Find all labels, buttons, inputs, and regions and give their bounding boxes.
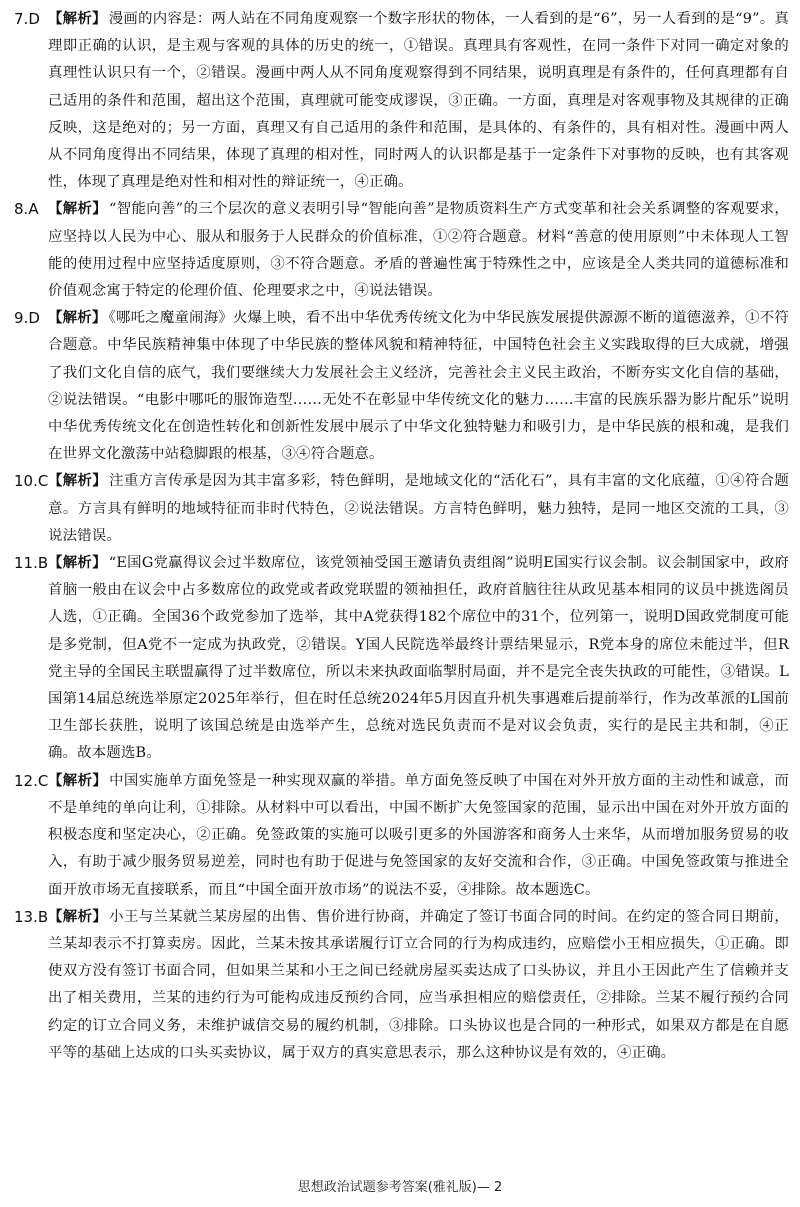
item-answer: C xyxy=(37,472,49,491)
answer-item-10 xyxy=(14,468,789,550)
answer-item-13 xyxy=(14,904,789,1067)
item-number: 12. xyxy=(14,771,38,790)
item-answer: B xyxy=(37,907,49,926)
item-lead xyxy=(14,550,48,577)
item-number: 8. xyxy=(14,200,29,219)
item-number: 10. xyxy=(14,472,38,491)
item-number: 9. xyxy=(14,309,29,328)
item-lead xyxy=(14,196,39,223)
item-body xyxy=(48,550,789,768)
item-body xyxy=(48,904,789,1067)
answer-item-12 xyxy=(14,768,789,904)
item-body xyxy=(48,6,789,196)
item-lead xyxy=(14,468,48,495)
page-footer: 思想政治试题参考答案(雅礼版)— 2 xyxy=(297,1180,503,1195)
item-lead xyxy=(14,305,40,332)
item-answer: D xyxy=(28,309,40,328)
analysis-tag: 【解析】 xyxy=(48,310,107,327)
analysis-tag: 【解析】 xyxy=(48,908,108,925)
answer-list xyxy=(14,6,789,1067)
analysis-text: 漫画的内容是：两人站在不同角度观察一个数字形状的物体，一人看到的是“6”，另一人看到的是“9”。真理即正确的认识，是主观与客观的具体的历史的统一，①错误。真理具有客观性，在同一条件下对同一确定对象的真理性认识只有一个，②错误。漫画中两人从不同角度观察得到不同结果，说明真理是有条件的，任何真理都有自己适用的条件和范围，超出这个范围，真理就可能变成谬误，③正确。一方面，真理是对客观事物及其规律的正确反映，这是绝对的；另一方面，真理又有自己适用的条件和范围，是具体的、有条件的，具有相对性。漫画中两人从不同角度得出不同结果，体现了真理的相对性，同时两人的认识都是基于一定条件下对事物的反映，也有其客观性，体现了真理是绝对性和相对性的辩证统一，④正确。 xyxy=(48,11,789,191)
item-body xyxy=(48,768,789,904)
item-body xyxy=(48,196,789,305)
analysis-text: “智能向善”的三个层次的意义表明引导“智能向善”是物质资料生产方式变革和社会关系调整的客观要求，应坚持以人民为中心、服从和服务于人民群众的价值标准，①②符合题意。材料“善意的使用原则”中未体现人工智能的使用过程中应坚持适度原则，③不符合题意。矛盾的普遍性寓于特殊性之中，应该是全人类共同的道德标准和价值观念寓于特定的伦理价值、伦理要求之中，④说法错误。 xyxy=(48,201,789,300)
analysis-text: “E国G党赢得议会过半数席位，该党领袖受国王邀请负责组阁”说明E国实行议会制。议会制国家中，政府首脑一般由在议会中占多数席位的政党或者政党联盟的领袖担任，政府首脑往往从政见基本相同的议员中挑选阁员人选，①正确。全国36个政党参加了选举，其中A党获得182个席位中的31个，位列第一，说明D国政党制度可能是多党制，但A党不一定成为执政党，②错误。Y国人民院选举最终计票结果显示，R党本身的席位未能过半，但R党主导的全国民主联盟赢得了过半数席位，所以未来执政面临掣肘局面，并不是完全丧失执政的可能性，③错误。L国第14届总统选举原定2025年举行，但在时任总统2024年5月因直升机失事遇难后提前举行，作为改革派的L国前卫生部长获胜，说明了该国总统是由选举产生，总统对选民负责而不是对议会负责，实行的是民主共和制，④正确。故本题选B。 xyxy=(48,555,789,762)
item-lead xyxy=(14,904,48,931)
analysis-tag: 【解析】 xyxy=(48,555,107,572)
item-answer: D xyxy=(28,10,40,28)
analysis-text: 小王与兰某就兰某房屋的出售、售价进行协商，并确定了签订书面合同的时间。在约定的签合同日期前，兰某却表示不打算卖房。因此，兰某未按其承诺履行订立合同的行为构成违约，应赔偿小王相应损失，①正确。即使双方没有签订书面合同，但如果兰某和小王之间已经就房屋买卖达成了口头协议，并且小王因此产生了信赖并支出了相关费用，兰某的违约行为可能构成违反预约合同，应当承担相应的赔偿责任，②排除。兰某不履行预约合同约定的订立合同义务，未维护诚信交易的履约机制，③排除。口头协议也是合同的一种形式，如果双方都是在自愿平等的基础上达成的口头买卖协议，属于双方的真实意思表示，那么这种协议是有效的，④正确。 xyxy=(48,908,789,1061)
answer-item-11 xyxy=(14,550,789,768)
item-lead xyxy=(14,6,40,33)
analysis-tag: 【解析】 xyxy=(48,201,108,218)
analysis-tag: 【解析】 xyxy=(48,772,108,789)
answer-item-9 xyxy=(14,305,789,468)
analysis-tag: 【解析】 xyxy=(48,473,108,490)
item-body xyxy=(48,468,789,550)
item-number: 13. xyxy=(14,907,38,926)
item-body xyxy=(48,305,789,468)
item-lead xyxy=(14,768,48,795)
answer-item-7 xyxy=(14,6,789,196)
item-number: 7. xyxy=(14,10,29,28)
analysis-tag: 【解析】 xyxy=(48,11,107,27)
analysis-text: 中国实施单方面免签是一种实现双赢的举措。单方面免签反映了中国在对外开放方面的主动性和诚意，而不是单纯的单向让利，①排除。从材料中可以看出，中国不断扩大免签国家的范围，显示出中国在对外开放方面的积极态度和坚定决心，②正确。免签政策的实施可以吸引更多的外国游客和商务人士来华，从而增加服务贸易的收入，有助于减少服务贸易逆差，同时也有助于促进与免签国家的友好交流和合作，③正确。中国免签政策与推进全面开放市场无直接联系，而且“中国全面开放市场”的说法不妥，④排除。故本题选C。 xyxy=(48,772,789,898)
answer-item-8 xyxy=(14,196,789,305)
item-answer: B xyxy=(37,554,49,573)
item-answer: C xyxy=(37,771,49,790)
item-number: 11. xyxy=(14,554,38,573)
analysis-text: 注重方言传承是因为其丰富多彩，特色鲜明，是地域文化的“活化石”，具有丰富的文化底蕴，①④符合题意。方言具有鲜明的地域特征而非时代特色，②说法错误。方言特色鲜明，魅力独特，是同一地区交流的工具，③说法错误。 xyxy=(48,473,789,544)
item-answer: A xyxy=(28,200,39,219)
analysis-text: 《哪吒之魔童闹海》火爆上映，看不出中华优秀传统文化为中华民族发展提供源源不断的道德滋养，①不符合题意。中华民族精神集中体现了中华民族的整体风貌和精神特征，中国特色社会主义实践取得的巨大成就，增强了我们文化自信的底气，我们要继续大力发展社会主义经济，完善社会主义民主政治，不断夯实文化自信的基础，②说法错误。“电影中哪吒的服饰造型……无处不在彰显中华传统文化的魅力……丰富的民族乐器为影片配乐”说明中华优秀传统文化在创造性转化和创新性发展中展示了中华文化独特魅力和吸引力，是中华民族的根和魂，是我们在世界文化激荡中站稳脚跟的根基，③④符合题意。 xyxy=(48,310,789,463)
